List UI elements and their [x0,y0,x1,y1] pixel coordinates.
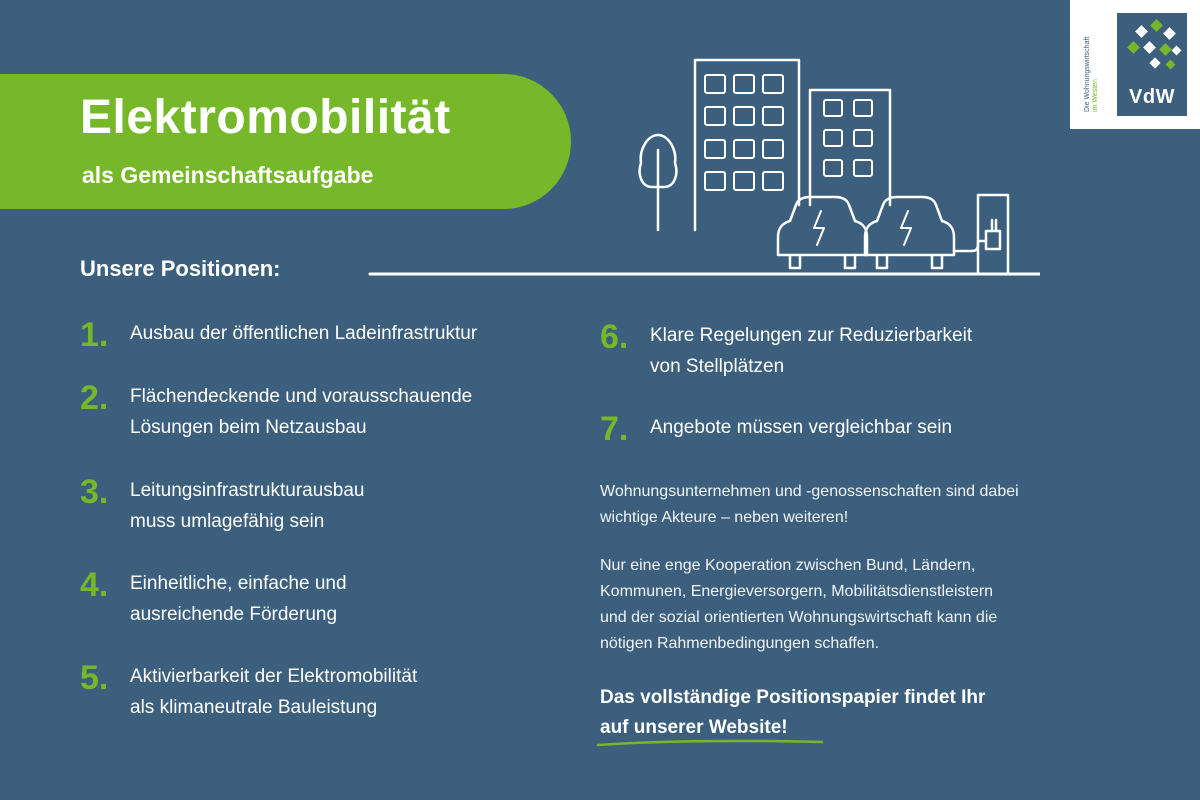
position-number: 3. [80,473,109,511]
position-number: 5. [80,659,109,697]
position-text [650,320,972,382]
position-line: als klimaneutrale Bauleistung [130,697,378,718]
electric-car-icon [865,197,954,268]
position-line: von Stellplätzen [650,356,785,377]
paragraph-line: Wohnungsunternehmen und -genossenschaften sind dabei [600,483,1019,500]
tree-icon [640,135,677,230]
page-subtitle: als Gemeinschaftsaufgabe [82,162,374,188]
paragraph-line: wichtige Akteure – neben weiteren! [600,509,849,526]
position-line: Angebote müssen vergleichbar sein [650,417,953,438]
cta-underline [596,736,826,750]
electric-car-icon [778,197,867,268]
positions-heading: Unsere Positionen: [80,256,281,281]
position-item-7 [600,412,952,446]
plug-icon [986,220,1000,249]
paragraph-line: und der sozial orientierten Wohnungswirtschaft kann die [600,609,998,626]
position-line: ausreichende Förderung [130,604,338,625]
position-text [130,318,477,349]
paragraph-line: Kommunen, Energieversorgern, Mobilitätsdienstleistern [600,583,994,600]
position-text [130,475,364,537]
position-item-4 [80,568,347,630]
buildings-icon [695,60,890,230]
position-line: Ausbau der öffentlichen Ladeinfrastruktur [130,323,478,344]
cta-line: Das vollständige Positionspapier findet Ihr [600,687,986,708]
logo-wordmark: VdW [1129,86,1175,108]
position-number: 6. [600,318,629,356]
position-text [130,381,472,443]
position-number: 7. [600,410,629,448]
website-cta[interactable] [600,683,985,743]
position-item-3 [80,475,364,537]
position-number: 1. [80,316,109,354]
logo-box [1117,13,1187,116]
position-number: 4. [80,566,109,604]
position-line: Klare Regelungen zur Reduzierbarkeit [650,325,973,346]
position-item-5 [80,661,417,723]
paragraph-line: Nur eine enge Kooperation zwischen Bund, Ländern, [600,557,976,574]
paragraph-line: nötigen Rahmenbedingungen schaffen. [600,635,880,652]
charging-station-icon [954,195,1008,274]
logo-tagline-line1: Die Wohnungswirtschaft [1084,36,1091,112]
position-text [130,661,417,723]
position-item-2 [80,381,472,443]
logo-cubes-icon [1117,13,1187,83]
logo-tagline-line2: im Westen [1092,79,1099,112]
position-line: Einheitliche, einfache und [130,573,347,594]
position-text [650,412,952,443]
position-text [130,568,347,630]
charging-cable [954,241,986,251]
page-title: Elektromobilität [80,91,451,144]
position-item-6 [600,320,972,382]
position-number: 2. [80,379,109,417]
cta-link[interactable]: auf unserer Website! [600,717,788,738]
position-line: muss umlagefähig sein [130,511,325,532]
intro-paragraph [600,479,1019,531]
cooperation-paragraph [600,553,997,657]
vdw-logo[interactable] [1070,0,1200,129]
position-line: Leitungsinfrastrukturausbau [130,480,365,501]
position-item-1 [80,318,477,352]
position-line: Aktivierbarkeit der Elektromobilität [130,666,418,687]
position-line: Lösungen beim Netzausbau [130,417,367,438]
city-illustration [360,55,1040,285]
logo-tagline [1084,37,1100,112]
position-line: Flächendeckende und vorausschauende [130,386,473,407]
